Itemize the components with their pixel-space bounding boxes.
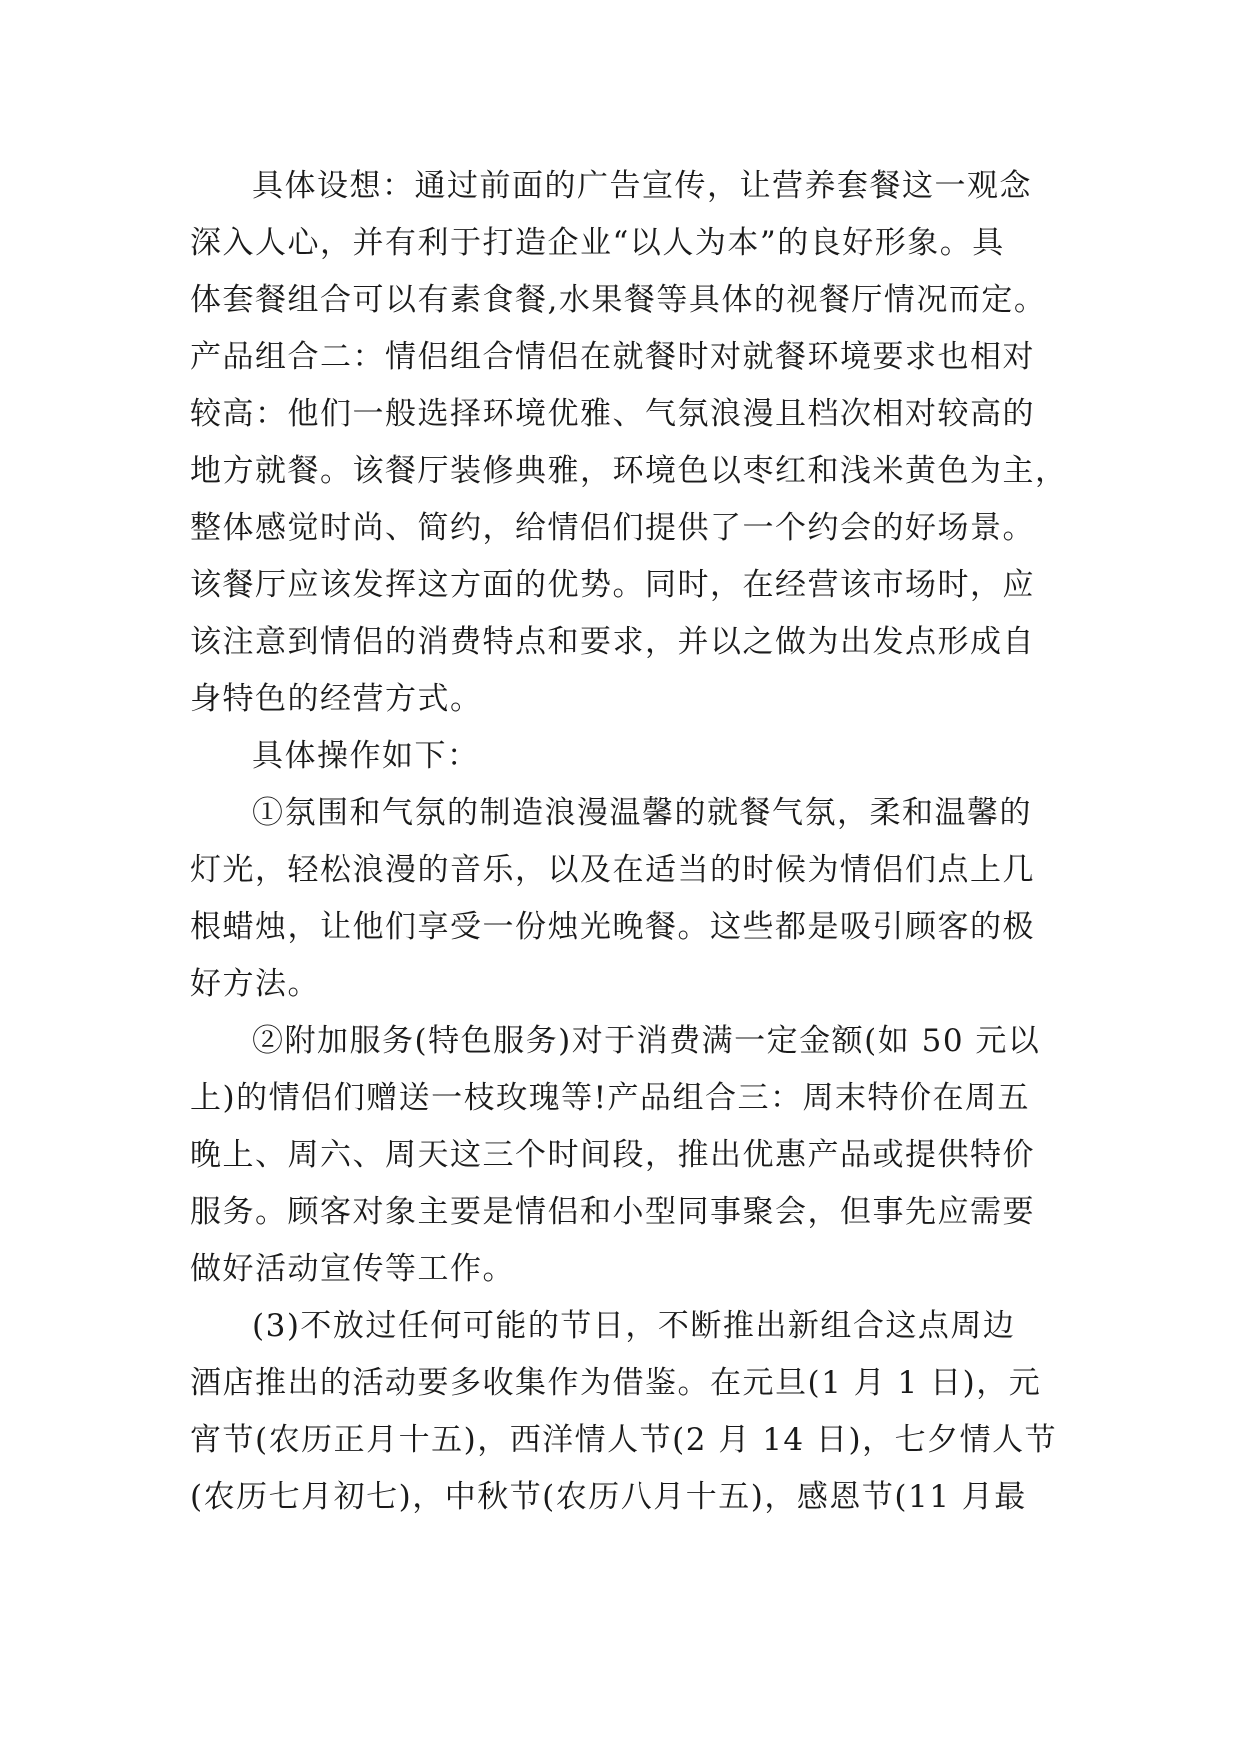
paragraph-line: 好方法。 (190, 966, 320, 1002)
paragraph-line: 灯光，轻松浪漫的音乐，以及在适当的时候为情侣们点上几 (190, 852, 1035, 888)
paragraph-line: 服务。顾客对象主要是情侣和小型同事聚会，但事先应需要 (190, 1194, 1035, 1230)
paragraph-line: 具体操作如下： (252, 738, 480, 774)
paragraph-line: 宵节(农历正月十五)，西洋情人节(2 月 14 日)，七夕情人节 (190, 1422, 1058, 1458)
paragraph-line: 较高：他们一般选择环境优雅、气氛浪漫且档次相对较高的 (190, 396, 1035, 432)
paragraph-line: (农历七月初七)，中秋节(农历八月十五)，感恩节(11 月最 (190, 1479, 1027, 1515)
paragraph-line: 根蜡烛，让他们享受一份烛光晚餐。这些都是吸引顾客的极 (190, 909, 1035, 945)
paragraph-line: 上)的情侣们赠送一枝玫瑰等!产品组合三：周末特价在周五 (190, 1080, 1031, 1116)
paragraph-line: 身特色的经营方式。 (190, 681, 483, 717)
paragraph-line: ①氛围和气氛的制造浪漫温馨的就餐气氛，柔和温馨的 (252, 795, 1032, 831)
paragraph-line: 整体感觉时尚、简约，给情侣们提供了一个约会的好场景。 (190, 510, 1035, 546)
paragraph-line: 具体设想：通过前面的广告宣传，让营养套餐这一观念 (252, 168, 1032, 204)
paragraph-line: 该餐厅应该发挥这方面的优势。同时，在经营该市场时，应 (190, 567, 1035, 603)
paragraph-line: 深入人心，并有利于打造企业“以人为本”的良好形象。具 (190, 225, 1005, 261)
paragraph-line: 地方就餐。该餐厅装修典雅，环境色以枣红和浅米黄色为主， (190, 453, 1068, 489)
paragraph-line: 酒店推出的活动要多收集作为借鉴。在元旦(1 月 1 日)，元 (190, 1365, 1042, 1401)
paragraph-line: 晚上、周六、周天这三个时间段，推出优惠产品或提供特价 (190, 1137, 1035, 1173)
paragraph-line: 做好活动宣传等工作。 (190, 1251, 515, 1287)
paragraph-line: 该注意到情侣的消费特点和要求，并以之做为出发点形成自 (190, 624, 1035, 660)
paragraph-line: 体套餐组合可以有素食餐,水果餐等具体的视餐厅情况而定。 (190, 282, 1047, 318)
paragraph-line: ②附加服务(特色服务)对于消费满一定金额(如 50 元以 (252, 1023, 1041, 1059)
paragraph-line: (3)不放过任何可能的节日，不断推出新组合这点周边 (252, 1308, 1016, 1344)
paragraph-line: 产品组合二：情侣组合情侣在就餐时对就餐环境要求也相对 (190, 339, 1035, 375)
